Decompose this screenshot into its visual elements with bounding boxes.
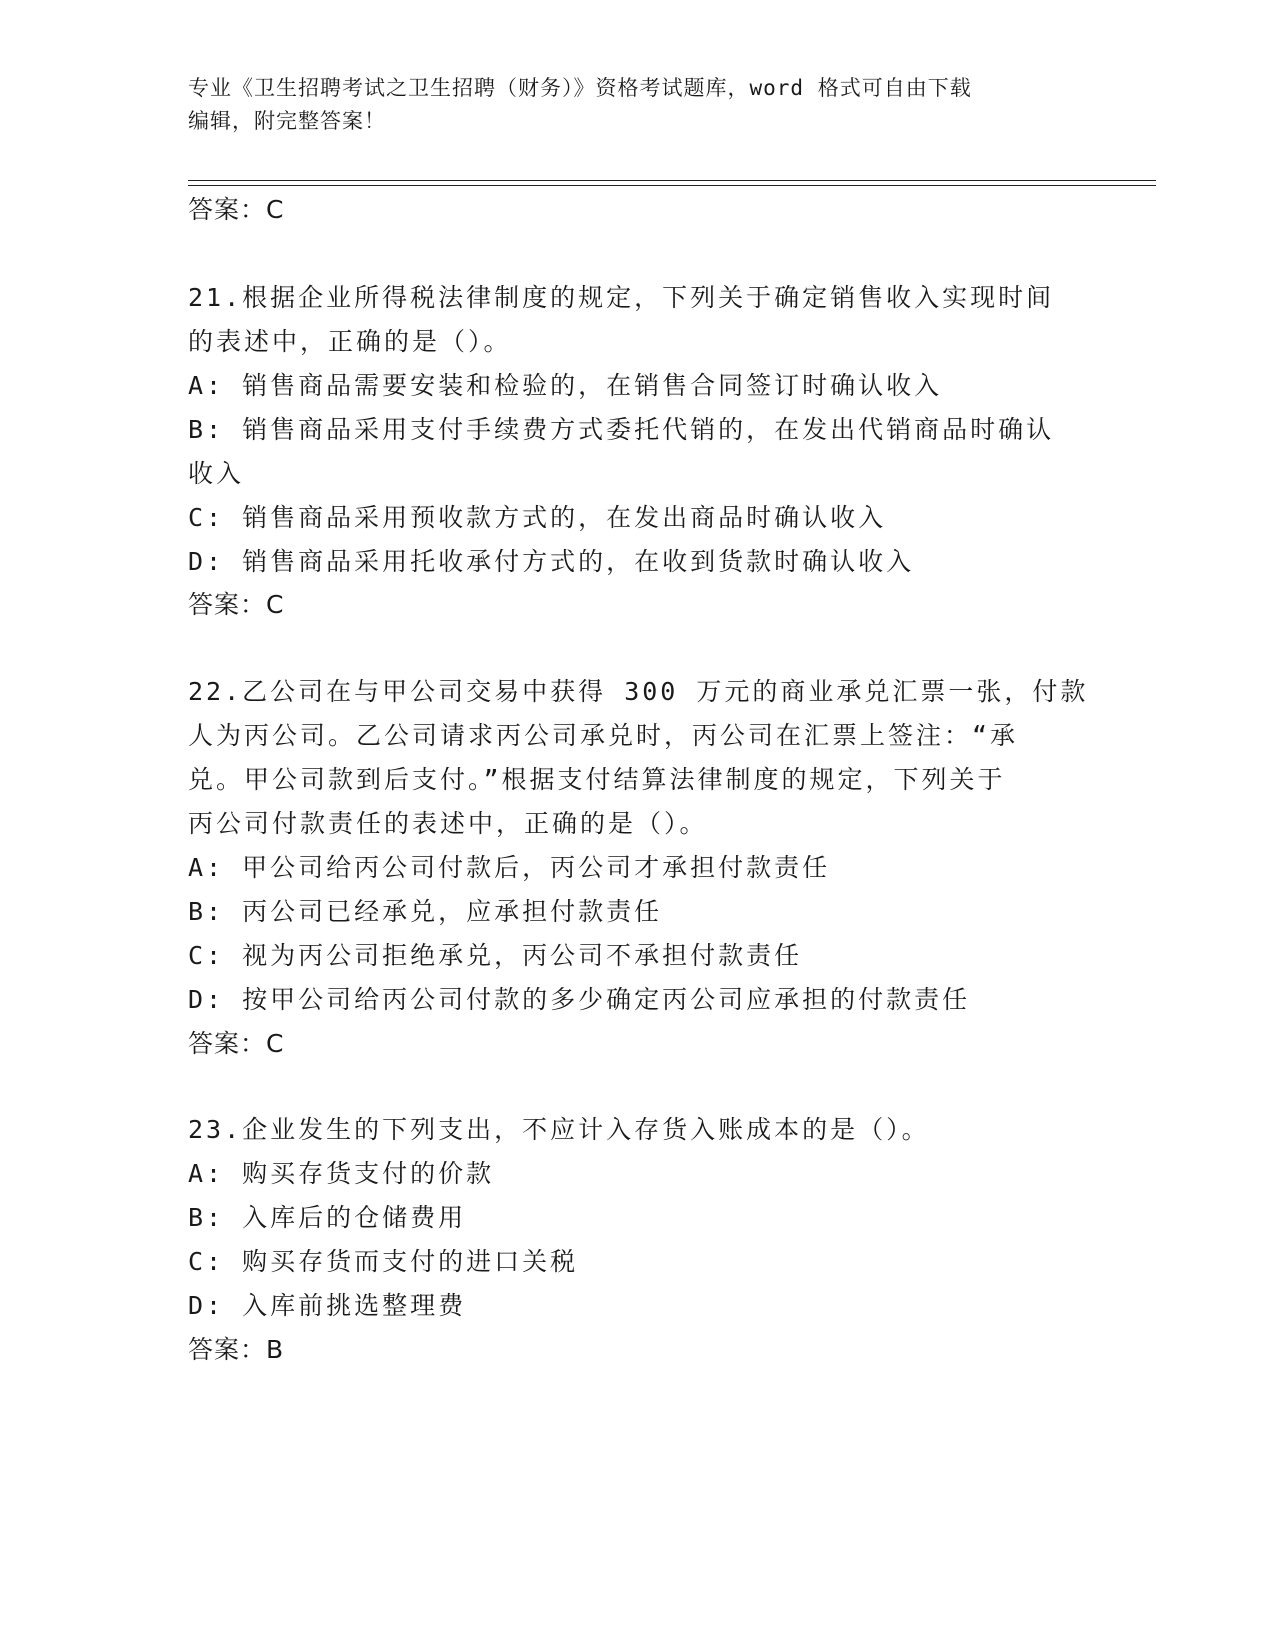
previous-answer: 答案：C xyxy=(188,195,285,224)
question-21-stem-line-2: 的表述中，正确的是（）。 xyxy=(188,327,512,356)
question-21-option-c: C: 销售商品采用预收款方式的，在发出商品时确认收入 xyxy=(188,503,887,532)
question-22-option-d: D: 按甲公司给丙公司付款的多少确定丙公司应承担的付款责任 xyxy=(188,985,971,1014)
question-22-stem-line-4: 丙公司付款责任的表述中，正确的是（）。 xyxy=(188,809,708,838)
question-22-option-c: C: 视为丙公司拒绝承兑，丙公司不承担付款责任 xyxy=(188,941,803,970)
question-23-option-c: C: 购买存货而支付的进口关税 xyxy=(188,1247,579,1276)
question-21-option-b-cont: 收入 xyxy=(188,459,245,488)
question-22-stem-line-3: 兑。甲公司款到后支付。”根据支付结算法律制度的规定，下列关于 xyxy=(188,765,1006,794)
question-23-stem-line-1: 23.企业发生的下列支出，不应计入存货入账成本的是（）。 xyxy=(188,1115,930,1144)
document-header xyxy=(188,72,1088,138)
question-21-option-a: A: 销售商品需要安装和检验的，在销售合同签订时确认收入 xyxy=(188,371,943,400)
header-line-2: 编辑，附完整答案！ xyxy=(188,109,386,133)
question-23-answer: 答案：B xyxy=(188,1335,285,1364)
question-22-stem-line-2: 人为丙公司。乙公司请求丙公司承兑时，丙公司在汇票上签注：“承 xyxy=(188,721,1019,750)
question-21-option-d: D: 销售商品采用托收承付方式的，在收到货款时确认收入 xyxy=(188,547,915,576)
header-divider-top xyxy=(188,180,1156,181)
question-23-option-a: A: 购买存货支付的价款 xyxy=(188,1159,495,1188)
header-divider-bottom xyxy=(188,185,1156,186)
question-23-option-d: D: 入库前挑选整理费 xyxy=(188,1291,467,1320)
question-22-answer: 答案：C xyxy=(188,1029,285,1058)
question-22-stem-line-1: 22.乙公司在与甲公司交易中获得 300 万元的商业承兑汇票一张，付款 xyxy=(188,677,1089,706)
question-21-option-b: B: 销售商品采用支付手续费方式委托代销的，在发出代销商品时确认 xyxy=(188,415,1055,444)
question-22-option-a: A: 甲公司给丙公司付款后，丙公司才承担付款责任 xyxy=(188,853,831,882)
question-22-option-b: B: 丙公司已经承兑，应承担付款责任 xyxy=(188,897,663,926)
header-line-1: 专业《卫生招聘考试之卫生招聘（财务）》资格考试题库，word 格式可自由下载 xyxy=(188,76,972,100)
question-21-stem-line-1: 21.根据企业所得税法律制度的规定，下列关于确定销售收入实现时间 xyxy=(188,283,1055,312)
question-23-option-b: B: 入库后的仓储费用 xyxy=(188,1203,467,1232)
question-21-answer: 答案：C xyxy=(188,590,285,619)
